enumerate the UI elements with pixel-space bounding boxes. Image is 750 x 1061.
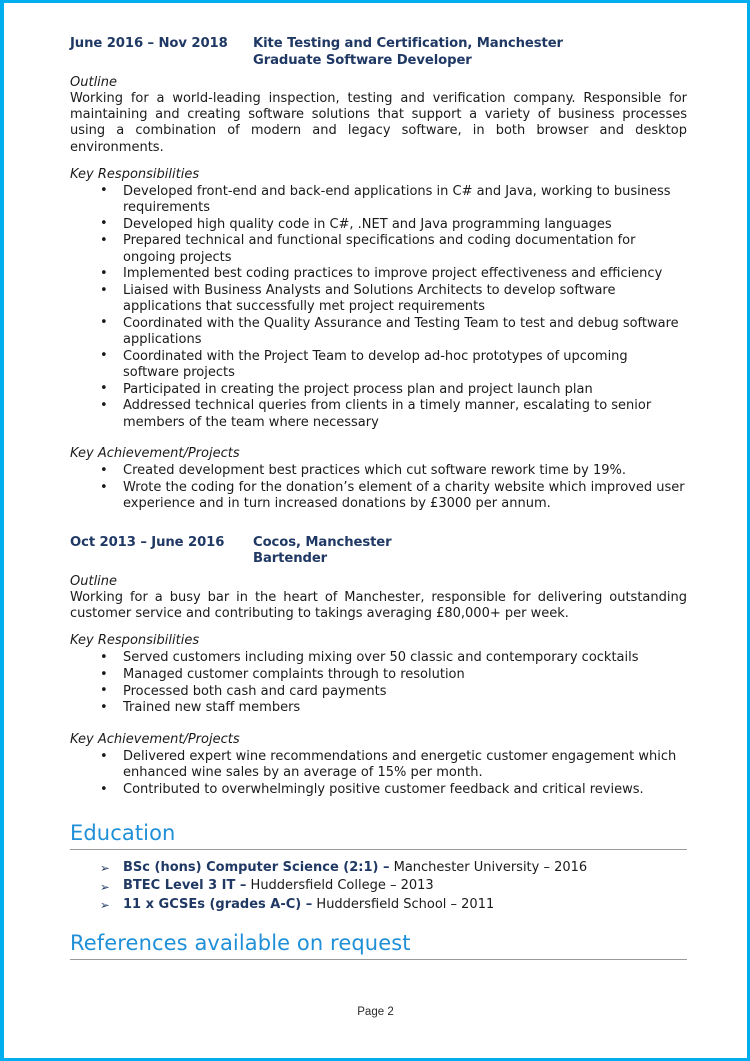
education-qualification: BTEC Level 3 IT –	[123, 878, 247, 894]
job-header	[70, 535, 687, 568]
outline-label: Outline	[70, 573, 118, 589]
list-item: • Wrote the coding for the donation’s element of a charity website which improved user experience and in turn increased donations by £3000 per annum.	[70, 480, 687, 512]
job-role: Graduate Software Developer	[253, 52, 472, 68]
education-heading: Education	[70, 821, 687, 850]
achievements-label: Key Achievement/Projects	[70, 446, 240, 462]
resume-content	[70, 36, 687, 960]
job-company: Kite Testing and Certification, Manchester	[253, 36, 563, 51]
achievements-list	[70, 749, 687, 798]
list-item: • Liaised with Business Analysts and Solutions Architects to develop software applications that successfully met project requirements	[70, 283, 687, 315]
list-item	[70, 859, 687, 877]
list-item	[70, 896, 687, 914]
job-role: Bartender	[253, 551, 328, 567]
list-item: • Trained new staff members	[70, 700, 687, 716]
job-company-role	[253, 36, 687, 69]
responsibilities-list	[70, 184, 687, 431]
education-qualification: 11 x GCSEs (grades A-C) –	[123, 896, 313, 912]
education-details: Huddersfield School – 2011	[312, 896, 495, 912]
job-header	[70, 36, 687, 69]
list-item: • Developed high quality code in C#, .NET and Java programming languages	[70, 217, 687, 233]
outline-label: Outline	[70, 75, 118, 90]
list-item: • Contributed to overwhelmingly positive customer feedback and critical reviews.	[70, 782, 687, 798]
list-item: • Implemented best coding practices to improve project effectiveness and efficiency	[70, 266, 687, 282]
list-item: • Coordinated with the Project Team to develop ad-hoc prototypes of upcoming software projects	[70, 349, 687, 381]
job-dates: June 2016 – Nov 2018	[70, 36, 228, 51]
list-item: • Coordinated with the Quality Assurance and Testing Team to test and debug software applications	[70, 316, 687, 348]
education-details: Manchester University – 2016	[389, 859, 588, 875]
list-item: • Prepared technical and functional specifications and coding documentation for ongoing projects	[70, 233, 687, 265]
list-item: • Processed both cash and card payments	[70, 684, 687, 700]
education-list	[70, 859, 687, 914]
list-item: • Served customers including mixing over 50 classic and contemporary cocktails	[70, 650, 687, 666]
outline-text: Working for a busy bar in the heart of Manchester, responsible for delivering outstanding customer service and contributing to takings averaging £80,000+ per week.	[70, 589, 687, 622]
responsibilities-label: Key Responsibilities	[70, 633, 200, 649]
education-details: Huddersfield College – 2013	[246, 878, 434, 894]
education-qualification: BSc (hons) Computer Science (2:1) –	[123, 859, 390, 875]
responsibilities-list	[70, 650, 687, 716]
job-dates: Oct 2013 – June 2016	[70, 534, 225, 550]
list-item: • Addressed technical queries from clients in a timely manner, escalating to senior members of the team where necessary	[70, 398, 687, 430]
page-footer: Page 2	[357, 1006, 394, 1018]
list-item: • Created development best practices which cut software rework time by 19%.	[70, 463, 687, 479]
list-item: • Developed front-end and back-end applications in C# and Java, working to business requirements	[70, 184, 687, 216]
job-company-role	[253, 535, 687, 568]
job-company: Cocos, Manchester	[253, 534, 392, 550]
achievements-label: Key Achievement/Projects	[70, 732, 240, 748]
responsibilities-label: Key Responsibilities	[70, 166, 200, 182]
achievements-list	[70, 463, 687, 512]
list-item: • Delivered expert wine recommendations and energetic customer engagement which enhanced wine sales by an average of 15% per month.	[70, 749, 687, 781]
list-item: • Participated in creating the project process plan and project launch plan	[70, 382, 687, 398]
list-item: • Managed customer complaints through to resolution	[70, 667, 687, 683]
references-heading: References available on request	[70, 931, 687, 960]
list-item	[70, 877, 687, 895]
outline-text: Working for a world-leading inspection, testing and verification company. Responsible for maintaining and creating software solutions that support a variety of business processes using a combination of modern and legacy software, in both browser and desktop environments.	[70, 91, 687, 155]
